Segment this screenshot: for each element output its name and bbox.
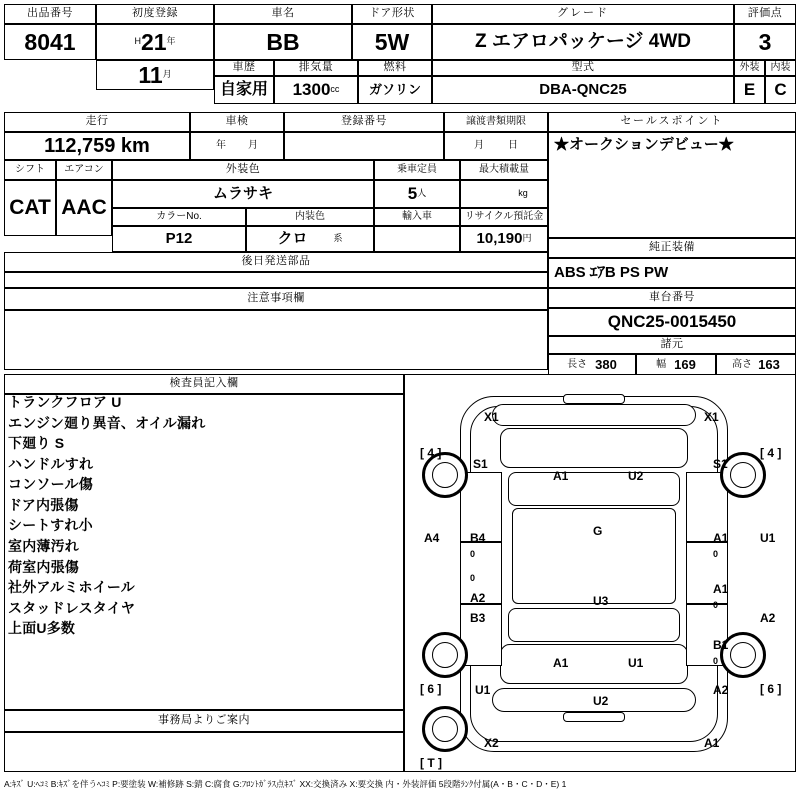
damage-mark-bracket-6-left: [ 6 ]	[420, 682, 442, 696]
damage-mark-u1-right: U1	[760, 531, 776, 545]
car-name-label: 車名	[214, 4, 352, 24]
roof	[512, 508, 676, 604]
office-notice-area	[4, 732, 404, 772]
damage-mark-zero-a2: 0	[470, 573, 476, 583]
width-cell	[636, 354, 716, 376]
office-notice-label: 事務局よりご案内	[4, 710, 404, 732]
transfer-docs-value	[444, 132, 548, 160]
damage-mark-zero-lower-right: 0	[713, 600, 719, 610]
score-value: 3	[734, 24, 796, 60]
inspector-note-1: エンジン廻り異音、オイル漏れ	[8, 414, 206, 431]
first-registration-era: H	[134, 36, 141, 47]
inspector-note-4: コンソール傷	[8, 476, 93, 493]
damage-mark-a1-bottom-right: A1	[704, 736, 720, 750]
height-cell	[716, 354, 796, 376]
score-label: 評価点	[734, 4, 796, 24]
equipment-value: ABS ｴｱB PS PW	[548, 258, 796, 288]
recycle-value-cell	[460, 226, 548, 252]
damage-mark-a2-right: A2	[760, 611, 776, 625]
damage-mark-x1-right: X1	[704, 410, 719, 424]
damage-mark-b4: B4	[470, 531, 486, 545]
chassis-value: QNC25-0015450	[548, 308, 796, 336]
interior-grade-label: 内装	[765, 60, 796, 76]
mileage-label: 走行	[4, 112, 190, 132]
damage-mark-a1-lower-right: A1	[713, 582, 729, 596]
damage-mark-u3: U3	[593, 594, 609, 608]
capacity-unit: 人	[417, 188, 427, 199]
length-label: 長さ	[567, 358, 588, 370]
exterior-grade-value: E	[734, 76, 765, 104]
displacement-label: 排気量	[274, 60, 358, 76]
exterior-color-value: ムラサキ	[112, 180, 374, 208]
rear-window	[508, 608, 680, 642]
history-label: 車歴	[214, 60, 274, 76]
import-label: 輸入車	[374, 208, 460, 226]
first-registration-label: 初度登録	[96, 4, 214, 24]
legend-text: A:ｷｽﾞ U:ﾍｺﾐ B:ｷｽﾞを伴うﾍｺﾐ P:要塗装 W:補修跡 S:錆 C:腐食 G:ﾌﾛﾝﾄｶﾞﾗｽ点ｷｽﾞ XX:交換済み X:要交換 内・外装評価 5段階ﾗﾝｸ付属(A・B・C・D・E) 1	[4, 779, 567, 789]
front-bumper-plate	[563, 394, 625, 404]
front-bumper	[492, 404, 696, 426]
sales-point-label: セールスポイント	[548, 112, 796, 132]
recycle-value: 10,190	[476, 230, 523, 248]
displacement-value: 1300	[292, 80, 331, 100]
color-no-label: カラーNo.	[112, 208, 246, 226]
damage-mark-a4-left: A4	[424, 531, 440, 545]
lot-number-value: 8041	[4, 24, 96, 60]
capacity-value-cell	[374, 180, 460, 208]
inspector-note-5: ドア内張傷	[8, 496, 79, 513]
damage-mark-g: G	[593, 524, 603, 538]
damage-mark-a2-left: A2	[470, 591, 486, 605]
damage-mark-b3: B3	[470, 611, 486, 625]
recycle-label: リサイクル預託金	[460, 208, 548, 226]
damage-mark-u2-top: U2	[628, 469, 644, 483]
damage-mark-zero-b4: 0	[470, 549, 476, 559]
inspector-notes-list	[8, 392, 398, 639]
color-no-value: P12	[112, 226, 246, 252]
damage-mark-bracket-6-right: [ 6 ]	[760, 682, 782, 696]
displacement-value-cell	[274, 76, 358, 104]
rear-plate	[563, 712, 625, 722]
transfer-docs-label: 譲渡書類期限	[444, 112, 548, 132]
width-label: 幅	[656, 358, 667, 370]
first-registration-month-unit: 月	[162, 69, 172, 80]
aircon-value: AAC	[56, 180, 112, 236]
damage-diagram	[408, 376, 792, 772]
model-code-value: DBA-QNC25	[432, 76, 734, 104]
shaken-label: 車検	[190, 112, 284, 132]
model-code-label: 型式	[432, 60, 734, 76]
damage-mark-s1-left: S1	[473, 457, 488, 471]
interior-color-label: 内装色	[246, 208, 374, 226]
trunk-lid	[500, 644, 688, 684]
shaken-month-unit: 月	[248, 139, 258, 151]
length-value: 380	[595, 357, 617, 373]
fuel-value: ガソリン	[358, 76, 432, 104]
inspector-note-10: スタッドレスタイヤ	[8, 599, 136, 616]
grade-label: グレード	[432, 4, 734, 24]
capacity-label: 乗車定員	[374, 160, 460, 180]
transfer-day-unit: 日	[508, 139, 518, 151]
inspector-note-7: 室内薄汚れ	[8, 538, 79, 555]
width-value: 169	[674, 357, 696, 373]
equipment-label: 純正装備	[548, 238, 796, 258]
damage-mark-zero-right: 0	[713, 549, 719, 559]
max-load-unit: kg	[518, 188, 528, 199]
damage-mark-u1-left-bottom: U1	[475, 683, 491, 697]
inspector-note-0: トランクフロア U	[8, 394, 122, 410]
import-value	[374, 226, 460, 252]
interior-color-suffix: 系	[333, 233, 343, 244]
first-registration-month-value: 11	[138, 61, 163, 88]
interior-color-value: クロ	[277, 230, 308, 248]
damage-mark-x1-left: X1	[484, 410, 499, 424]
door-shape-value: 5W	[352, 24, 432, 60]
wheel-spare	[422, 706, 468, 752]
damage-mark-bracket-4-right: [ 4 ]	[760, 446, 782, 460]
shift-value: CAT	[4, 180, 56, 236]
wheel-rear-left	[422, 632, 468, 678]
later-parts-area	[4, 272, 548, 288]
mileage-value: 112,759 km	[4, 132, 190, 160]
inspector-note-8: 荷室内張傷	[8, 558, 79, 575]
damage-mark-bracket-4-left: [ 4 ]	[420, 446, 442, 460]
chassis-label: 車台番号	[548, 288, 796, 308]
registration-number-label: 登録番号	[284, 112, 444, 132]
door-shape-label: ドア形状	[352, 4, 432, 24]
capacity-value: 5	[407, 184, 418, 204]
inspector-note-2: 下廻り S	[8, 435, 65, 452]
inspector-note-9: 社外アルミホイール	[8, 579, 135, 596]
recycle-unit: 円	[522, 233, 532, 244]
caution-area	[4, 310, 548, 370]
damage-mark-u1-bottom: U1	[628, 656, 644, 670]
dimensions-label: 諸元	[548, 336, 796, 354]
max-load-label: 最大積載量	[460, 160, 548, 180]
history-value: 自家用	[214, 76, 274, 104]
hood	[500, 428, 688, 468]
inspector-note-6: シートすれ小	[8, 517, 93, 534]
exterior-grade-label: 外装	[734, 60, 765, 76]
interior-grade-value: C	[765, 76, 796, 104]
damage-mark-b1: B1	[713, 638, 729, 652]
first-registration-month	[96, 60, 214, 90]
damage-mark-a2-bottom-right: A2	[713, 683, 729, 697]
fuel-label: 燃料	[358, 60, 432, 76]
height-label: 高さ	[732, 358, 753, 370]
damage-mark-bracket-t: [ T ]	[420, 756, 442, 770]
car-name-value: BB	[214, 24, 352, 60]
first-registration-value	[96, 24, 214, 60]
grade-value: Z エアロパッケージ 4WD	[432, 24, 734, 60]
shift-label: シフト	[4, 160, 56, 180]
transfer-month-unit: 月	[474, 139, 484, 151]
damage-mark-zero-b1: 0	[713, 656, 719, 666]
sales-point-value: ★オークションデビュー★	[548, 132, 796, 238]
shaken-year-unit: 年	[216, 139, 226, 151]
height-value: 163	[758, 357, 780, 373]
damage-mark-a1-mid-right: A1	[713, 531, 729, 545]
inspector-notes-label: 検査員記入欄	[4, 374, 404, 394]
aircon-label: エアコン	[56, 160, 112, 180]
damage-mark-a1-top: A1	[553, 469, 569, 483]
displacement-unit: cc	[330, 84, 340, 95]
damage-mark-a1-bottom: A1	[553, 656, 569, 670]
interior-color-value-cell	[246, 226, 374, 252]
damage-mark-s1-right: S1	[713, 457, 728, 471]
first-registration-year-unit: 年	[166, 36, 176, 47]
exterior-color-label: 外装色	[112, 160, 374, 180]
inspector-note-3: ハンドルすれ	[8, 455, 94, 472]
length-cell	[548, 354, 636, 376]
later-parts-label: 後日発送部品	[4, 252, 548, 272]
registration-number-value	[284, 132, 444, 160]
caution-label: 注意事項欄	[4, 288, 548, 310]
lot-number-label: 出品番号	[4, 4, 96, 24]
windshield	[508, 472, 680, 506]
first-registration-year: 21	[140, 28, 167, 55]
damage-mark-x2: X2	[484, 736, 499, 750]
inspector-note-11: 上面U多数	[8, 620, 76, 637]
max-load-value-cell	[460, 180, 548, 208]
shaken-value	[190, 132, 284, 160]
damage-mark-u2-bottom: U2	[593, 694, 609, 708]
